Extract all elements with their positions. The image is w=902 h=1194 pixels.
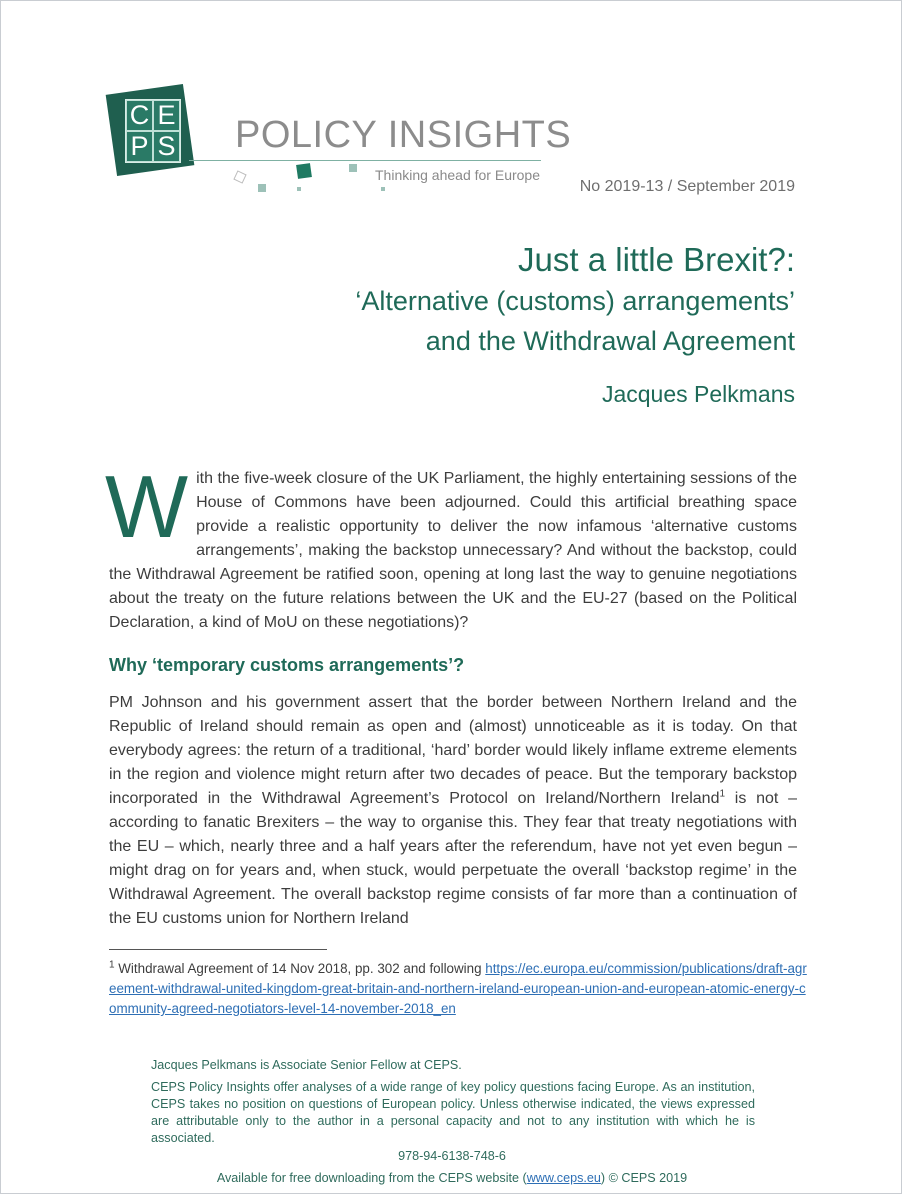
page-subtitle-line-1: ‘Alternative (customs) arrangements’ — [355, 286, 795, 316]
footnote-divider — [109, 949, 327, 950]
logo-letter: E — [153, 100, 180, 131]
footnote-text: Withdrawal Agreement of 14 Nov 2018, pp. 302 and following — [114, 961, 486, 976]
website-link[interactable]: www.ceps.eu — [526, 1171, 601, 1185]
logo-letter: C — [126, 100, 153, 131]
decorative-square-icon — [233, 170, 246, 183]
ceps-logo — [125, 99, 181, 163]
title-block — [355, 239, 795, 409]
author-note: Jacques Pelkmans is Associate Senior Fellow at CEPS. — [151, 1058, 462, 1072]
decorative-square-icon — [296, 163, 312, 179]
brand-tagline: Thinking ahead for Europe — [375, 167, 540, 183]
paragraph-text: is not – according to fanatic Brexiters – the way to organise this. They fear that treaty negotiations with the EU – which, nearly three and a half years after the referendum, have not yet even begun – might drag on for years and, when stuck, would perpetuate the overall ‘backstop regime’ in the Withdrawal Agreement. The overall backstop regime consists of far more than a continuation of the EU customs union for Northern Ireland — [109, 790, 798, 927]
isbn: 978-94-6138-748-6 — [398, 1149, 506, 1163]
author-name: Jacques Pelkmans — [601, 381, 795, 407]
footnote — [109, 959, 809, 1019]
footnote-reference[interactable]: 1 — [719, 788, 726, 800]
series-title: POLICY INSIGHTS — [235, 114, 572, 156]
body-paragraph — [109, 691, 797, 931]
paragraph-text: PM Johnson and his government assert that the border between Northern Ireland and the Republic of Ireland should remain as open and (almost) unnoticeable as it is today. On that everybody agrees: the return of a traditional, ‘hard’ border would likely inflame extreme elements in the region and violence might return after two decades of peace. But the temporary backstop incorporated in the Withdrawal Agreement’s Protocol on Ireland/Northern Ireland — [109, 694, 797, 807]
page-subtitle-line-2: and the Withdrawal Agreement — [425, 326, 795, 356]
logo-letter: P — [126, 131, 153, 162]
logo-letter: S — [153, 131, 180, 162]
page-title: Just a little Brexit?: — [518, 241, 795, 278]
decorative-square-icon — [258, 184, 266, 192]
footnote-link[interactable]: https://ec.europa.eu/commission/publications/draft-agreement-withdrawal-united-kingdom-great-britain-and-northern-ireland-european-union-and-european-atomic-energy-community-agreed-negotiators-level-14-november-2018_en — [109, 961, 807, 1016]
section-heading: Why ‘temporary customs arrangements’? — [109, 655, 465, 675]
decorative-square-icon — [349, 164, 357, 172]
intro-text: ith the five-week closure of the UK Parliament, the highly entertaining sessions of the House of Commons have been adjourned. Could this artificial breathing space provide a realistic opportunity to deliver the now infamous ‘alternative customs arrangements’, making the backstop unnecessary? And without the backstop, could the Withdrawal Agreement be ratified soon, opening at long last the way to genuine negotiations about the treaty on the future relations between the UK and the EU-27 (based on the Political Declaration, a kind of MoU on these negotiations)? — [109, 470, 797, 631]
disclaimer: CEPS Policy Insights offer analyses of a wide range of key policy questions facing Europe. As an institution, CEPS takes no position on questions of European policy. Unless otherwise indicated, the views expressed are attributable only to the author in a personal capacity and not to any institution with which he is associated. — [151, 1080, 755, 1145]
footer — [1, 1171, 902, 1185]
footnote-number: 1 — [109, 959, 115, 971]
decorative-square-icon — [297, 187, 301, 191]
drop-cap: W — [105, 457, 189, 556]
intro-paragraph — [105, 457, 797, 635]
brand-divider — [189, 160, 541, 161]
footer-suffix: ) © CEPS 2019 — [600, 1171, 688, 1185]
issue-number: No 2019-13 / September 2019 — [579, 178, 795, 195]
footer-prefix: Available for free downloading from the CEPS website ( — [216, 1171, 527, 1185]
decorative-square-icon — [381, 187, 385, 191]
